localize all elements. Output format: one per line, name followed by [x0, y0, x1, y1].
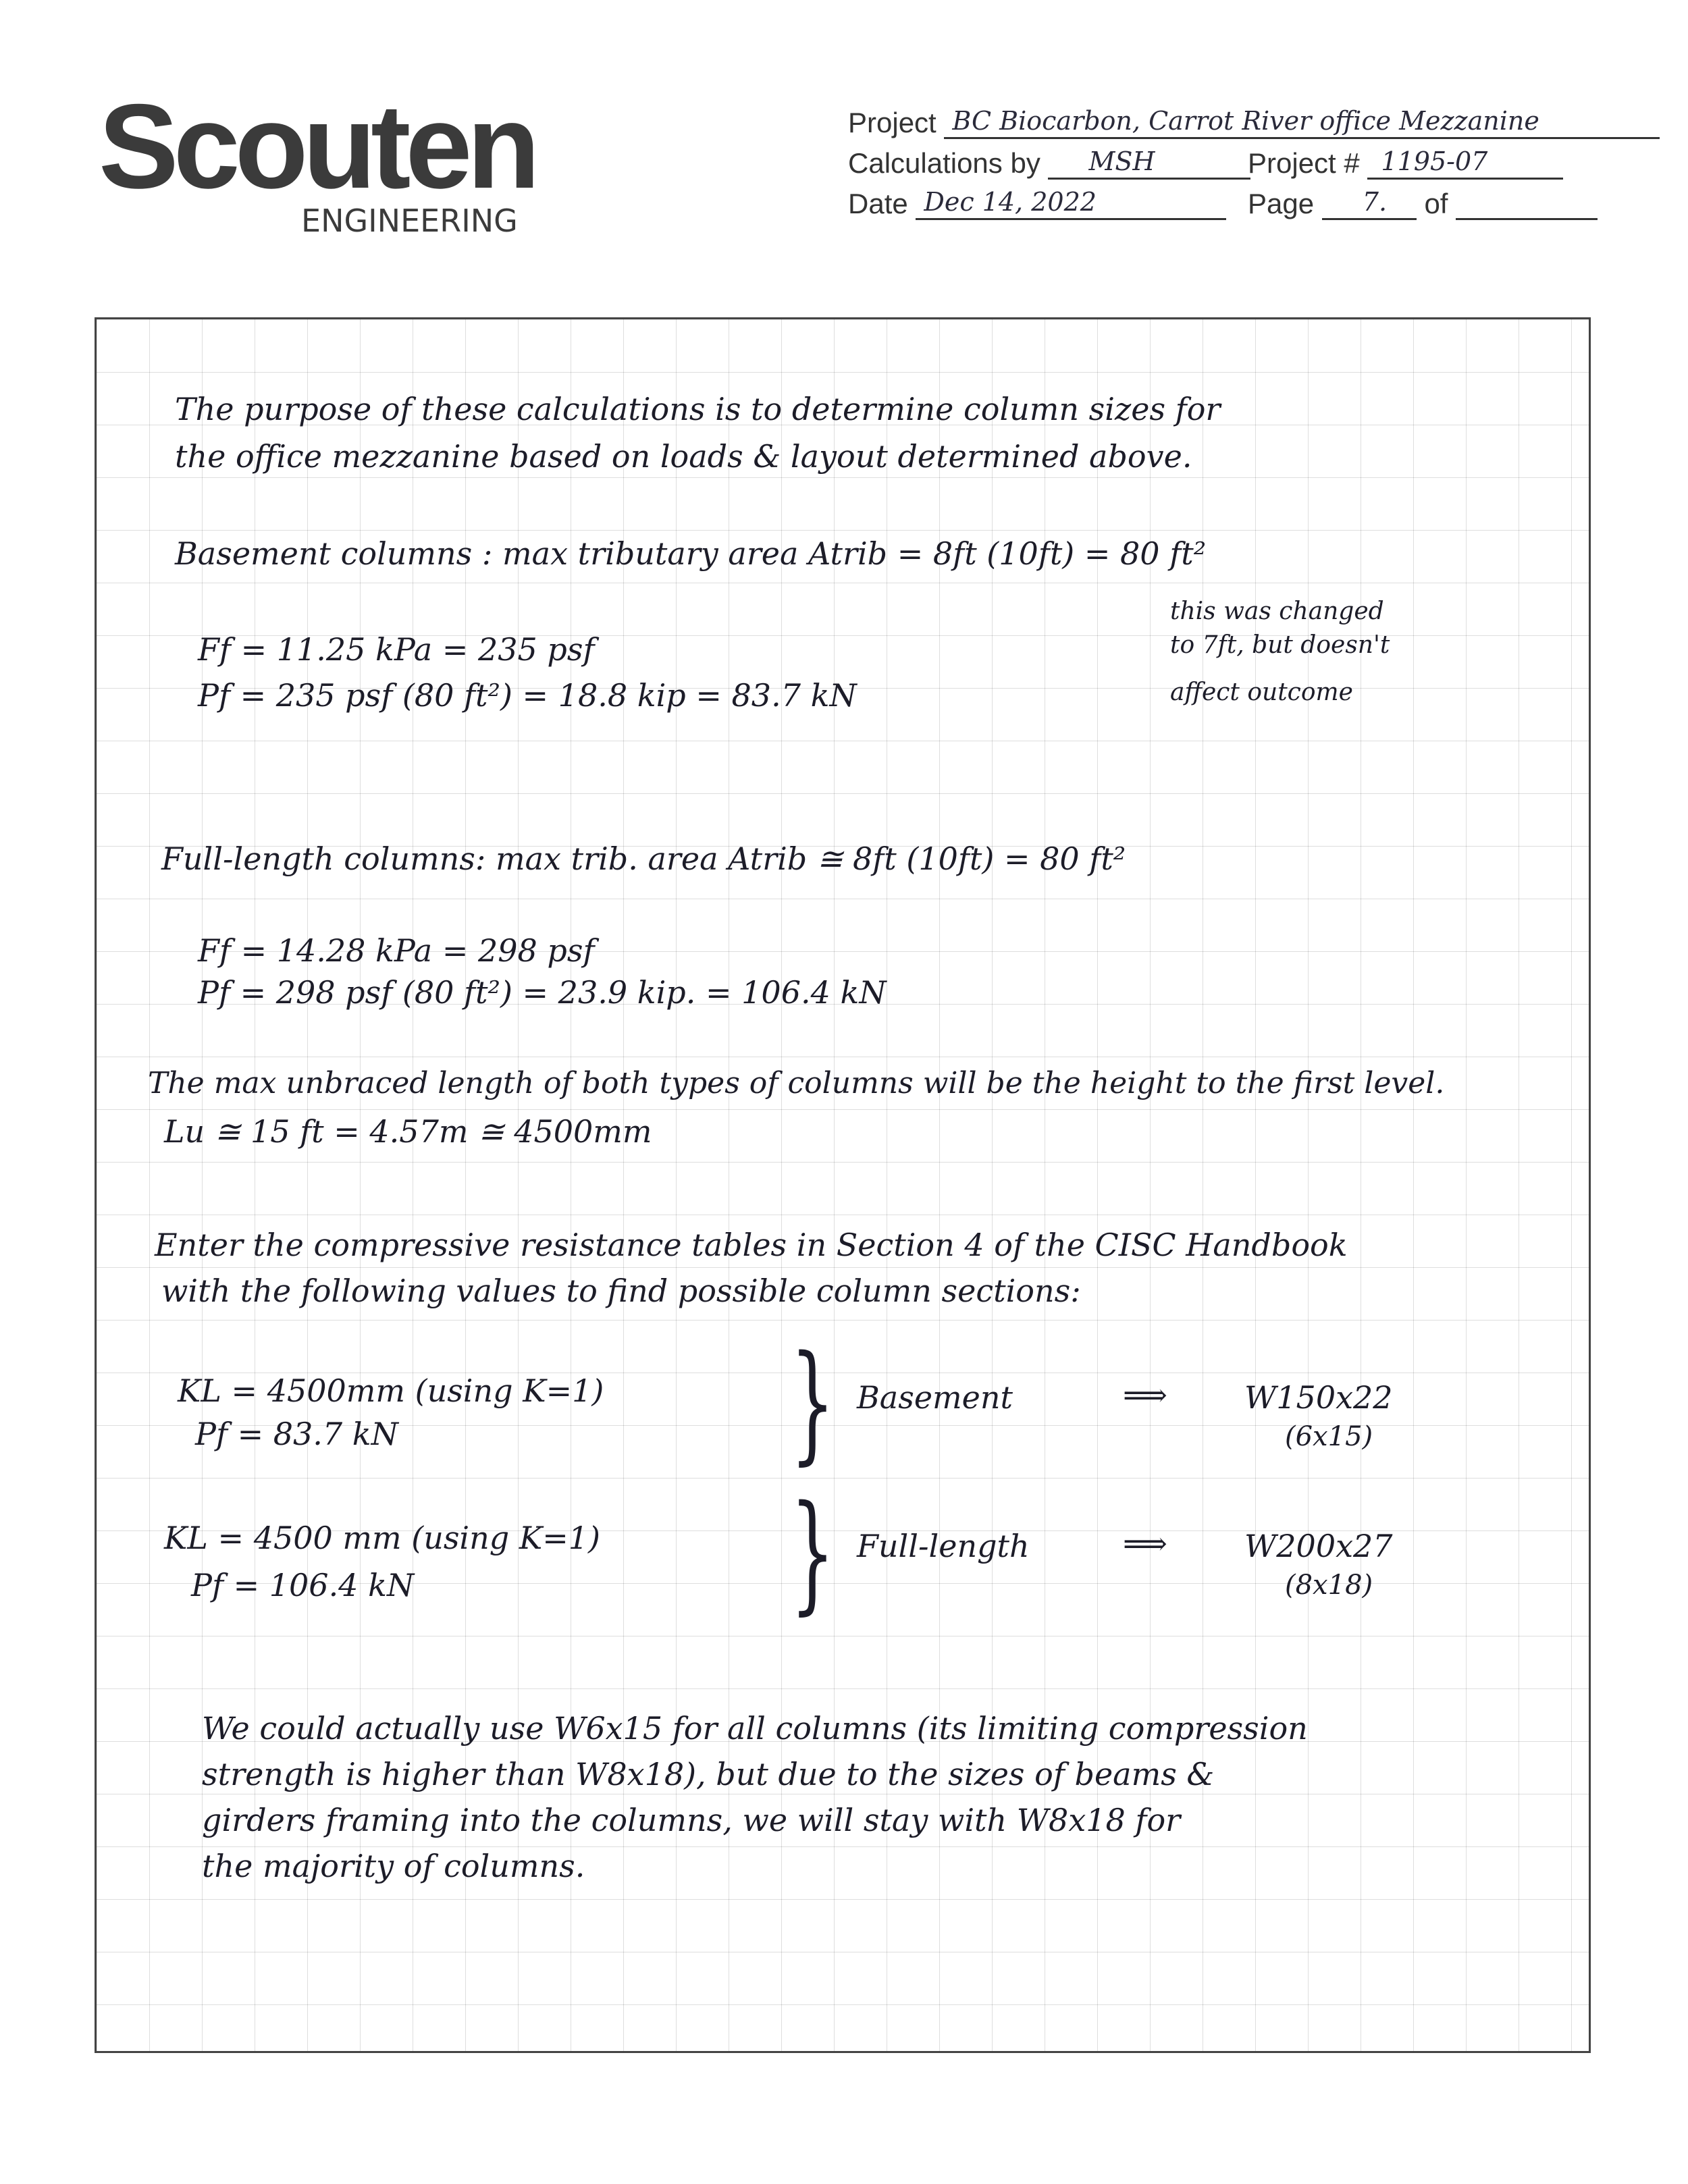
compressive-tables-line-2: with the following values to find possible column sections:: [161, 1273, 1081, 1309]
logo-wordmark: Scouten: [99, 79, 535, 213]
project-number-label: Project #: [1248, 147, 1360, 179]
basement-arrow: ⟹: [1123, 1377, 1167, 1413]
page-total-blank: [1456, 188, 1598, 220]
date-value: Dec 14, 2022: [924, 187, 1097, 217]
side-note-line-3: affect outcome: [1170, 678, 1353, 706]
full-length-tributary-area: Full-length columns: max trib. area Atrib ≅ 8ft (10ft) = 80 ft²: [161, 841, 1126, 877]
unbraced-length-text: The max unbraced length of both types of columns will be the height to the first level.: [148, 1066, 1445, 1100]
page-label: Page: [1248, 188, 1315, 219]
conclusion-line-3: girders framing into the columns, we will stay with W8x18 for: [202, 1802, 1181, 1838]
full-length-pf: Pf = 106.4 kN: [191, 1567, 415, 1603]
purpose-line-2: the office mezzanine based on loads & layout determined above.: [175, 438, 1192, 475]
conclusion-line-1: We could actually use W6x15 for all columns (its limiting compression: [202, 1710, 1308, 1747]
full-length-arrow: ⟹: [1123, 1525, 1167, 1562]
project-label: Project: [848, 107, 937, 138]
basement-result-metric: W150x22: [1244, 1379, 1393, 1416]
basement-column-load: Pf = 235 psf (80 ft²) = 18.8 kip = 83.7 kN: [198, 677, 857, 714]
project-value: BC Biocarbon, Carrot River office Mezzanine: [952, 106, 1539, 136]
basement-factored-load: Ff = 11.25 kPa = 235 psf: [198, 631, 595, 668]
conclusion-line-2: strength is higher than W8x18), but due to the sizes of beams &: [202, 1756, 1215, 1792]
project-field: [848, 107, 1660, 139]
conclusion-line-4: the majority of columns.: [202, 1848, 585, 1884]
calculations-by-value: MSH: [1088, 147, 1155, 176]
basement-tributary-area: Basement columns : max tributary area Atrib = 8ft (10ft) = 80 ft²: [175, 535, 1207, 572]
full-length-label: Full-length: [857, 1528, 1030, 1564]
unbraced-length-value: Lu ≅ 15 ft = 4.57m ≅ 4500mm: [164, 1113, 652, 1150]
calculations-by-field: [848, 147, 1250, 180]
full-length-result-imperial: (8x18): [1285, 1570, 1373, 1601]
page-field: [1248, 188, 1598, 220]
project-number-field: [1248, 147, 1563, 180]
page-value: 7.: [1362, 187, 1388, 217]
full-length-result-metric: W200x27: [1244, 1528, 1393, 1564]
full-length-factored-load: Ff = 14.28 kPa = 298 psf: [198, 932, 595, 969]
logo-subtitle: ENGINEERING: [301, 203, 518, 239]
basement-brace: }: [790, 1328, 835, 1477]
date-label: Date: [848, 188, 908, 219]
calculation-sheet: [95, 317, 1591, 2053]
side-note-line-1: this was changed: [1170, 597, 1384, 625]
basement-pf: Pf = 83.7 kN: [195, 1416, 398, 1452]
basement-kl: KL = 4500mm (using K=1): [178, 1373, 604, 1409]
calculations-by-label: Calculations by: [848, 147, 1040, 179]
page-of-label: of: [1424, 188, 1448, 219]
date-field: [848, 188, 1226, 220]
company-logo: [99, 79, 535, 239]
full-length-column-load: Pf = 298 psf (80 ft²) = 23.9 kip. = 106.4 kN: [198, 974, 887, 1011]
full-length-kl: KL = 4500 mm (using K=1): [164, 1520, 600, 1556]
full-length-brace: }: [790, 1478, 835, 1627]
project-number-value: 1195-07: [1381, 147, 1488, 176]
side-note-line-2: to 7ft, but doesn't: [1170, 631, 1390, 659]
compressive-tables-line-1: Enter the compressive resistance tables in Section 4 of the CISC Handbook: [155, 1227, 1348, 1263]
basement-result-imperial: (6x15): [1285, 1421, 1373, 1452]
purpose-line-1: The purpose of these calculations is to determine column sizes for: [175, 391, 1221, 427]
basement-label: Basement: [857, 1379, 1013, 1416]
